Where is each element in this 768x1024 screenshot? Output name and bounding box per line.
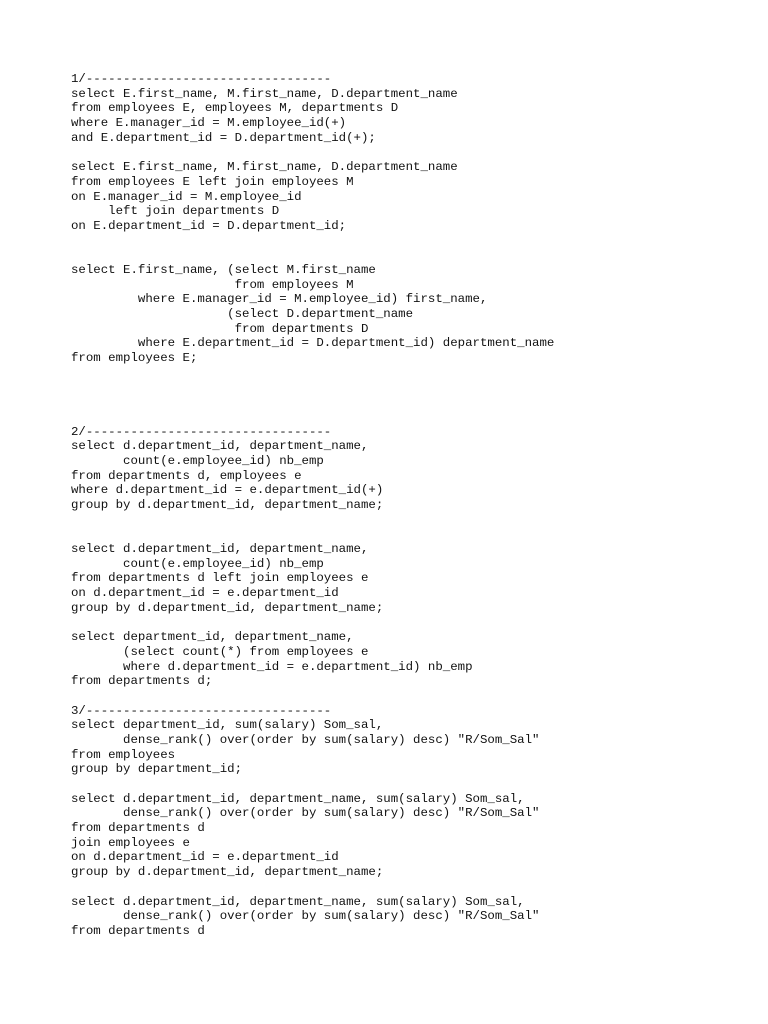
code-line: select department_id, sum(salary) Som_sal, [71, 718, 384, 733]
code-line: from departments d; [71, 674, 213, 689]
code-line [71, 145, 554, 160]
code-line: select department_id, department_name, [71, 630, 354, 645]
code-line: group by d.department_id, department_name; [71, 497, 384, 512]
code-line: select d.department_id, department_name, [71, 439, 369, 454]
code-line: select E.first_name, (select M.first_name [71, 262, 376, 277]
code-line: where E.department_id = D.department_id) department_name [71, 336, 555, 351]
code-line [71, 880, 554, 895]
code-line [71, 410, 554, 425]
code-line: dense_rank() over(order by sum(salary) desc) "R/Som_Sal" [71, 909, 540, 924]
code-line: count(e.employee_id) nb_emp [71, 453, 324, 468]
code-line: from employees [71, 747, 176, 762]
code-line: 3/--------------------------------- [71, 703, 332, 718]
code-line: from departments d [71, 821, 205, 836]
code-line: on d.department_id = e.department_id [71, 850, 339, 865]
code-line [71, 248, 554, 263]
code-line: from employees M [71, 277, 354, 292]
code-line: dense_rank() over(order by sum(salary) desc) "R/Som_Sal" [71, 732, 540, 747]
code-line: where E.manager_id = M.employee_id(+) [71, 116, 347, 131]
code-line: (select count(*) from employees e [71, 644, 369, 659]
code-line: from departments d, employees e [71, 468, 302, 483]
code-line: 2/--------------------------------- [71, 424, 332, 439]
code-line: (select D.department_name [71, 307, 414, 321]
code-line: select d.department_id, department_name, sum(salary) Som_sal, [71, 894, 525, 909]
code-line: from departments D [71, 321, 369, 336]
code-line: select E.first_name, M.first_name, D.department_name [71, 160, 458, 175]
code-line: dense_rank() over(order by sum(salary) desc) "R/Som_Sal" [71, 806, 540, 821]
code-line [71, 366, 554, 381]
code-line [71, 380, 554, 395]
code-line: select E.first_name, M.first_name, D.department_name [71, 86, 458, 101]
code-line [71, 395, 554, 410]
code-line: select d.department_id, department_name, sum(salary) Som_sal, [71, 791, 525, 806]
code-line [71, 527, 554, 542]
code-line: where E.manager_id = M.employee_id) first_name, [71, 292, 488, 307]
code-line: 1/--------------------------------- [71, 72, 332, 86]
code-line: from departments d [71, 923, 205, 938]
code-line: where d.department_id = e.department_id(+) [71, 483, 384, 498]
code-line: group by d.department_id, department_name; [71, 600, 384, 615]
code-line: from employees E left join employees M [71, 174, 354, 189]
sql-code-block [71, 72, 554, 939]
code-line: on E.department_id = D.department_id; [71, 218, 347, 233]
code-line: left join departments D [71, 204, 280, 219]
code-line: count(e.employee_id) nb_emp [71, 556, 324, 571]
code-line [71, 615, 554, 630]
code-line: and E.department_id = D.department_id(+); [71, 130, 376, 145]
code-line: join employees e [71, 835, 190, 850]
code-line: on d.department_id = e.department_id [71, 586, 339, 601]
code-line: from departments d left join employees e [71, 571, 369, 586]
code-line: on E.manager_id = M.employee_id [71, 189, 302, 204]
code-line: where d.department_id = e.department_id) nb_emp [71, 659, 473, 674]
code-line: group by department_id; [71, 762, 243, 777]
code-line [71, 234, 554, 249]
code-line [71, 689, 554, 704]
code-line: select d.department_id, department_name, [71, 542, 369, 556]
code-line [71, 777, 554, 792]
code-line: group by d.department_id, department_name; [71, 865, 384, 880]
code-line: from employees E; [71, 351, 198, 366]
code-line [71, 513, 554, 528]
code-line: from employees E, employees M, departments D [71, 101, 399, 116]
